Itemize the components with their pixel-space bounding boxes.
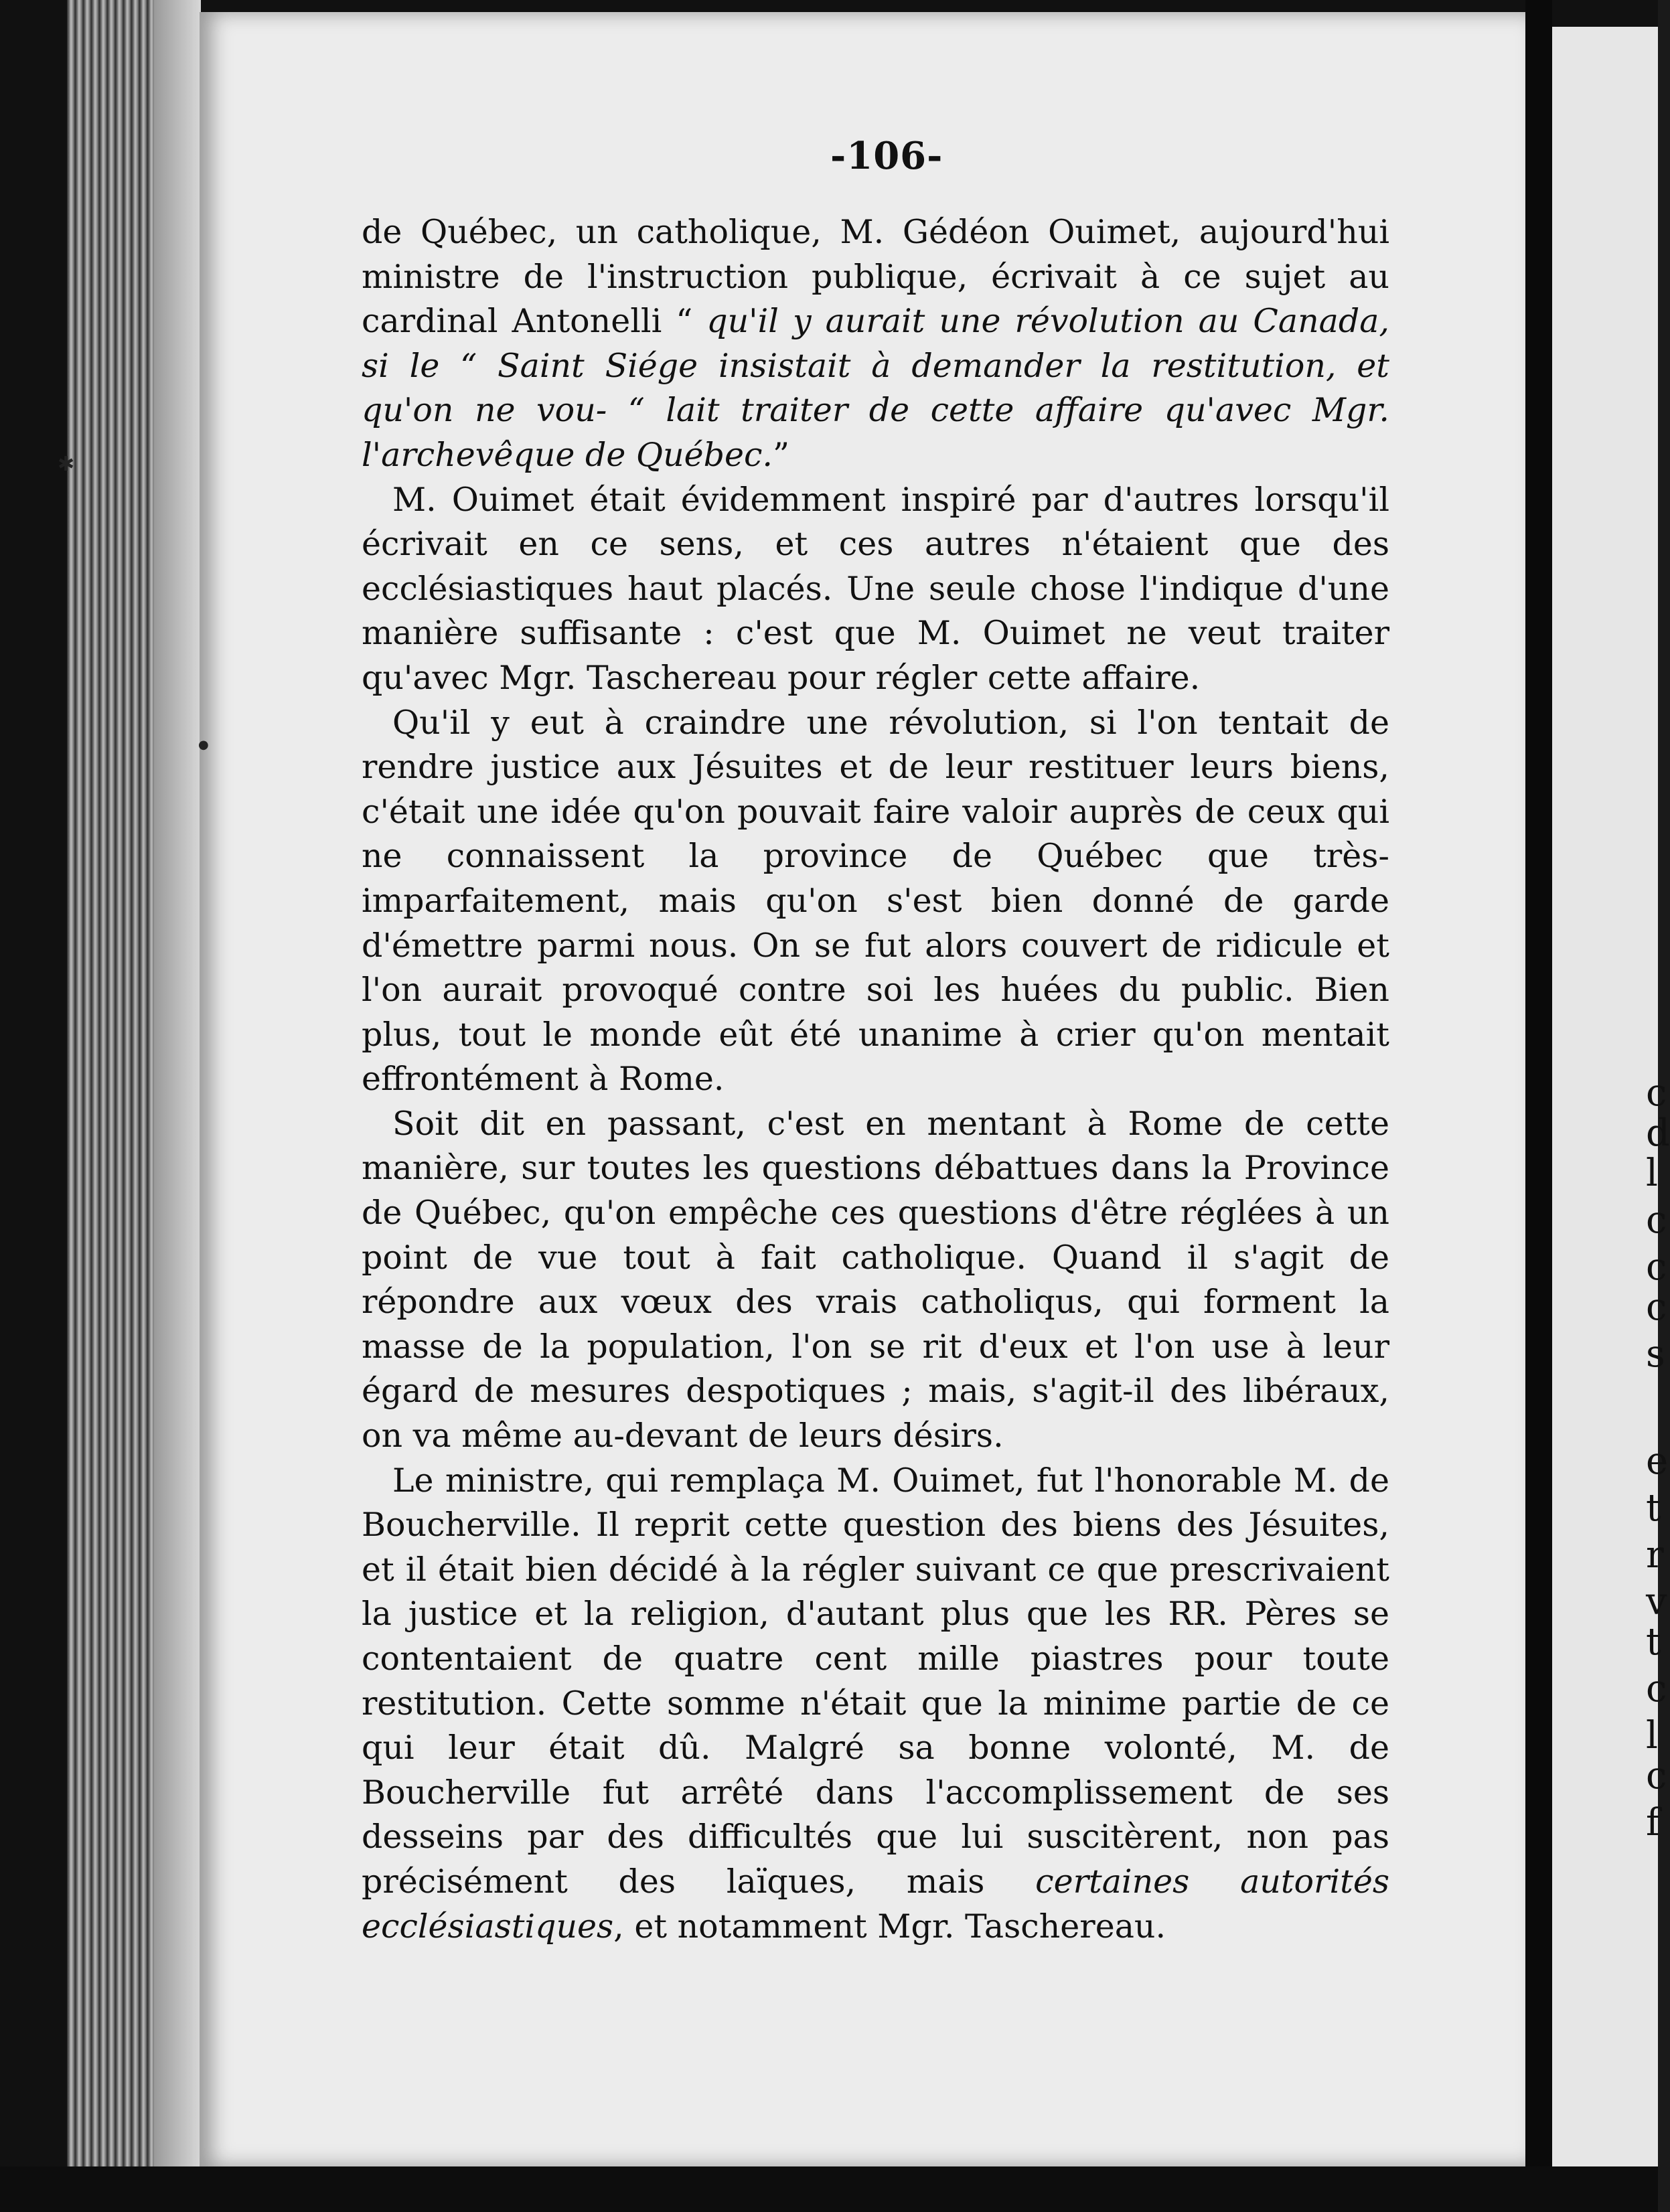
paragraph-p1-segment: ” <box>773 435 790 474</box>
paragraph-p3 <box>362 701 1389 1102</box>
facing-page-glyph: t <box>1646 1620 1661 1664</box>
facing-page-glyph: c <box>1646 1285 1667 1329</box>
facing-page-glyph: r <box>1646 1533 1664 1577</box>
body-text <box>362 210 1389 1949</box>
paragraph-p4 <box>362 1102 1389 1459</box>
facing-page-glyph: c <box>1646 1071 1667 1115</box>
paragraph-p2 <box>362 478 1389 701</box>
facing-page-glyph: l <box>1646 1714 1658 1757</box>
facing-page-glyph: d <box>1646 1111 1670 1155</box>
facing-page-glyph: v <box>1646 1580 1667 1624</box>
paragraph-p5 <box>362 1459 1389 1950</box>
facing-page-glyph: c <box>1646 1754 1667 1798</box>
book-gutter <box>1525 0 1552 2212</box>
margin-dot: ● <box>198 738 209 752</box>
facing-page-glyph: t <box>1646 1486 1661 1530</box>
paragraph-p2-segment: M. Ouimet était évidemment inspiré par d'autres lorsqu'il écrivait en ce sens, et ces autres n'étaient que des ecclésiastiques haut placés. Une seule chose l'indique d'une manière suffisante : c'est que M. Ouimet ne veut traiter qu'avec Mgr. Taschereau pour régler cette affaire. <box>362 480 1389 697</box>
book-page-edges-shadow <box>154 0 201 2212</box>
facing-page-glyph: c <box>1646 1667 1667 1711</box>
facing-page-glyph: c <box>1646 1198 1667 1242</box>
facing-page-glyph: c <box>1646 1245 1667 1289</box>
paragraph-p5-segment: certaines autorités ecclésiastiques <box>362 1862 1389 1946</box>
paragraph-p5-segment: Le ministre, qui remplaça M. Ouimet, fut l'honorable M. de Boucherville. Il reprit cette question des biens des Jésuites, et il était bien décidé à la régler suivant ce que prescrivaient la justice et la religion, d'autant plus que les RR. Pères se contentaient de quatre cent mille piastres pour toute restitution. Cette somme n'était que la minime partie de ce qui leur était dû. Malgré sa bonne volonté, M. de Boucherville fut arrêté dans l'accomplissement de ses desseins par des difficultés que lui suscitèrent, non pas précisément des laïques, mais <box>362 1461 1389 1901</box>
facing-page-edge <box>1552 27 1670 2169</box>
paragraph-p5-segment: , et notamment Mgr. Taschereau. <box>613 1907 1166 1946</box>
facing-page-glyph: e <box>1646 1439 1669 1483</box>
paragraph-p3-segment: Qu'il y eut à craindre une révolution, si l'on tentait de rendre justice aux Jésuites et de leur restituer leurs biens, c'était une idée qu'on pouvait faire valoir auprès de ceux qui ne connaissent la province de Québec que très-imparfaitement, mais qu'on s'est bien donné de garde d'émettre parmi nous. On se fut alors couvert de ridicule et l'on aurait provoqué contre soi les huées du public. Bien plus, tout le monde eût été unanime à crier qu'on mentait effrontément à Rome. <box>362 703 1389 1099</box>
paragraph-p1-segment: de Québec, un catholique, M. Gédéon Ouimet, aujourd'hui ministre de l'instruction publique, écrivait à ce sujet au cardinal Antonelli “ <box>362 213 1389 341</box>
paragraph-p1 <box>362 210 1389 478</box>
facing-page-glyph: f <box>1646 1801 1660 1844</box>
paragraph-p1-segment: qu'il y aurait une révolution au Canada, si le “ Saint Siége insistait à demander la restitution, et qu'on ne vou- “ lait traiter de cette affaire qu'avec Mgr. l'archevêque de Québec. <box>362 302 1390 474</box>
facing-page-glyph: l <box>1646 1152 1658 1195</box>
margin-mark: ✱ <box>58 453 75 476</box>
facing-page-glyph: s <box>1646 1332 1665 1376</box>
paragraph-p4-segment: Soit dit en passant, c'est en mentant à Rome de cette manière, sur toutes les questions débattues dans la Province de Québec, qu'on empêche ces questions d'être réglées à un point de vue tout à fait catholique. Quand il s'agit de répondre aux vœux des vrais catholiqus, qui forment la masse de la population, l'on se rit d'eux et l'on use à leur égard de mesures despotiques ; mais, s'agit-il des libéraux, on va même au-devant de leurs désirs. <box>362 1104 1389 1455</box>
scan-bottom-border <box>0 2166 1658 2212</box>
page-number: -106- <box>830 134 943 178</box>
